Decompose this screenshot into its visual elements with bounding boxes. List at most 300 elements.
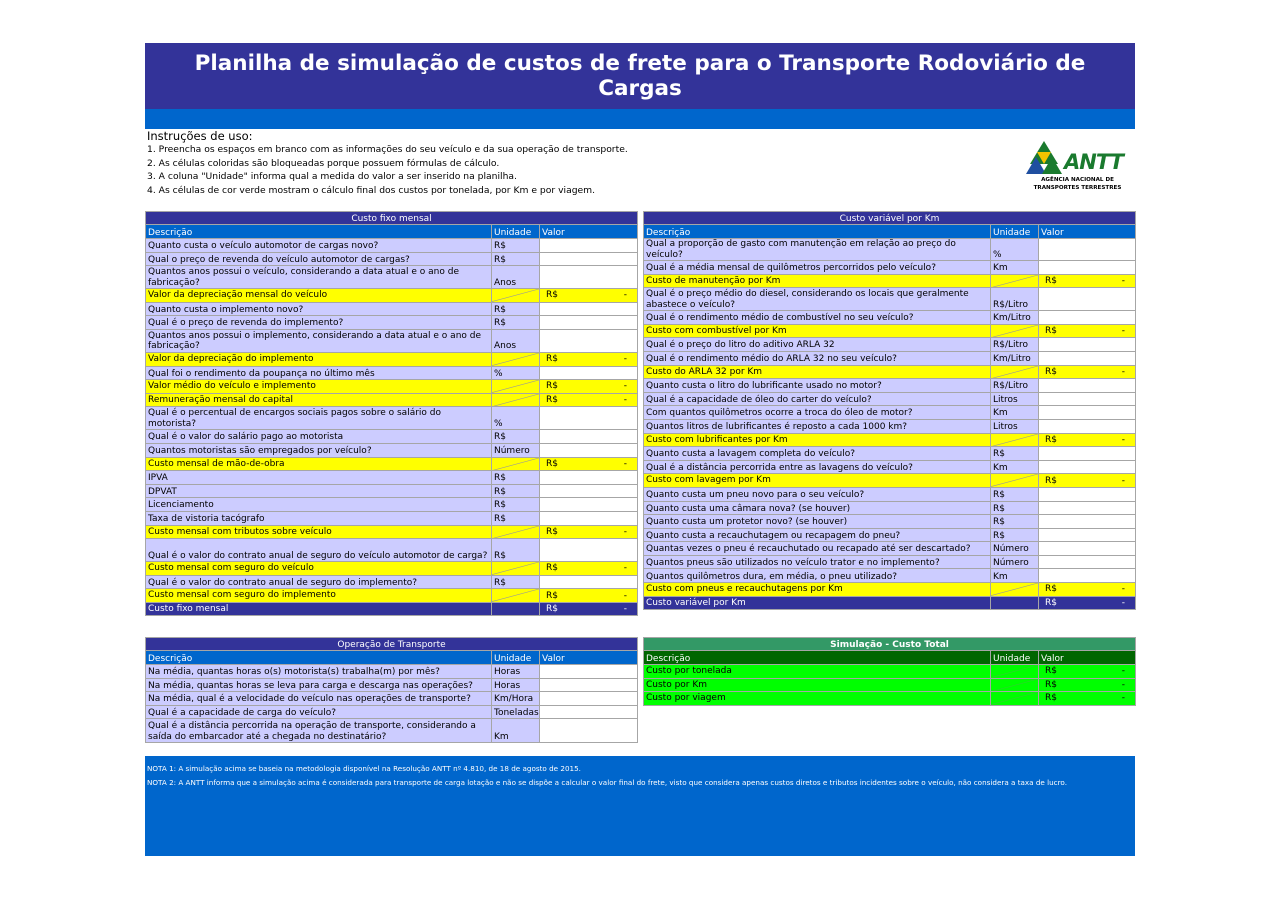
table-row — [644, 678, 1136, 692]
locked-unit-cell — [991, 324, 1039, 338]
empty-value: - — [623, 603, 628, 614]
title-banner — [145, 43, 1135, 109]
row-description: Quanto custa o litro do lubrificante usado no motor? — [644, 379, 991, 393]
row-unit: R$ — [492, 252, 540, 266]
value-input-cell[interactable] — [540, 239, 638, 253]
empty-value: - — [1121, 584, 1125, 595]
currency-symbol: R$ — [546, 290, 558, 301]
table-row — [644, 474, 1136, 488]
row-description: Valor da depreciação mensal do veículo — [146, 289, 492, 303]
row-description: Quanto custa o implemento novo? — [146, 302, 492, 316]
value-input-cell[interactable] — [1039, 447, 1136, 461]
row-description: Custo fixo mensal — [146, 602, 492, 616]
value-input-cell[interactable] — [540, 705, 638, 719]
table-row — [644, 338, 1136, 352]
row-description: Custo com lubrificantes por Km — [644, 433, 991, 447]
row-description: Quanto custa a lavagem completa do veículo? — [644, 447, 991, 461]
table-row — [146, 575, 638, 589]
logo-brand: ANTT — [1064, 150, 1123, 174]
row-description: Custo variável por Km — [644, 596, 991, 610]
table-row — [146, 539, 638, 562]
logo-line-2: TRANSPORTES TERRESTRES — [1033, 185, 1122, 191]
instruction-item: 1. Preencha os espaços em branco com as informações do seu veículo e da sua operação de transporte. — [147, 144, 628, 155]
table-row — [146, 589, 638, 603]
row-unit: % — [492, 366, 540, 380]
logo-line-1: AGÊNCIA NACIONAL DE — [1041, 177, 1114, 183]
table-row — [644, 392, 1136, 406]
col-value: Valor — [540, 225, 638, 239]
value-input-cell[interactable] — [540, 678, 638, 692]
locked-unit-cell — [492, 589, 540, 603]
table-row — [644, 515, 1136, 529]
table-row — [146, 484, 638, 498]
calculated-value-cell — [1039, 365, 1136, 379]
row-description: Qual é a distância percorrida na operação de transporte, considerando a saída do embarcador até a chegada no destinatário? — [146, 719, 492, 743]
instructions — [147, 129, 628, 197]
value-input-cell[interactable] — [1039, 338, 1136, 352]
calculated-value-cell — [540, 393, 638, 407]
table-row — [644, 583, 1136, 597]
currency-symbol: R$ — [546, 590, 558, 601]
table-row — [146, 602, 638, 616]
value-input-cell[interactable] — [1039, 239, 1136, 261]
row-description: Quanto custa um pneu novo para o seu veículo? — [644, 487, 991, 501]
locked-unit-cell — [991, 365, 1039, 379]
row-unit: Km — [492, 719, 540, 743]
row-unit: Km — [991, 261, 1039, 275]
value-input-cell[interactable] — [1039, 406, 1136, 420]
locked-unit-cell — [991, 433, 1039, 447]
table-row — [146, 443, 638, 457]
page-title: Planilha de simulação de custos de frete para o Transporte Rodoviário de Cargas — [194, 51, 1086, 101]
value-input-cell[interactable] — [540, 511, 638, 525]
value-input-cell[interactable] — [540, 692, 638, 706]
value-input-cell[interactable] — [1039, 487, 1136, 501]
variable-cost-table — [643, 211, 1136, 610]
row-unit: Toneladas — [492, 705, 540, 719]
table-row — [146, 252, 638, 266]
note-1: NOTA 1: A simulação acima se baseia na metodologia disponível na Resolução ANTT nº 4.810, de 18 de agosto de 2015. — [147, 764, 581, 773]
value-input-cell[interactable] — [540, 719, 638, 743]
currency-symbol: R$ — [1045, 325, 1057, 336]
row-description: Qual é o valor do contrato anual de seguro do veículo automotor de carga? — [146, 539, 492, 562]
calculated-value-cell — [540, 457, 638, 471]
currency-symbol: R$ — [1045, 366, 1057, 377]
table-row — [644, 406, 1136, 420]
table-row — [644, 379, 1136, 393]
table-row — [644, 365, 1136, 379]
value-input-cell[interactable] — [1039, 460, 1136, 474]
value-input-cell[interactable] — [540, 443, 638, 457]
row-description: Custo por viagem — [644, 692, 991, 706]
row-unit — [492, 602, 540, 616]
row-description: Qual é o valor do salário pago ao motorista — [146, 430, 492, 444]
table-row — [146, 302, 638, 316]
value-input-cell[interactable] — [1039, 569, 1136, 583]
row-unit: Km — [991, 569, 1039, 583]
operation-table — [145, 637, 638, 743]
row-unit: Km — [991, 406, 1039, 420]
col-unit: Unidade — [492, 225, 540, 239]
instruction-item: 4. As células de cor verde mostram o cálculo final dos custos por tonelada, por Km e por viagem. — [147, 184, 596, 196]
table-row — [146, 692, 638, 706]
table-row — [146, 705, 638, 719]
row-description: Qual foi o rendimento da poupança no último mês — [146, 366, 492, 380]
value-input-cell[interactable] — [540, 366, 638, 380]
calculated-value-cell — [1039, 433, 1136, 447]
row-description: Qual o preço de revenda do veículo automotor de cargas? — [146, 252, 492, 266]
locked-unit-cell — [492, 352, 540, 366]
notes-panel — [145, 756, 1135, 856]
table-row — [644, 324, 1136, 338]
calculated-value-cell — [540, 289, 638, 303]
row-description: Qual é o rendimento médio de combustível no seu veículo? — [644, 311, 991, 325]
value-input-cell[interactable] — [1039, 392, 1136, 406]
row-description: Quantas vezes o pneu é recauchutado ou recapado até ser descartado? — [644, 542, 991, 556]
table-row — [146, 678, 638, 692]
table-row — [146, 289, 638, 303]
fixed-cost-title: Custo fixo mensal — [146, 212, 638, 225]
row-description: Custo por tonelada — [644, 665, 991, 679]
simulation-title: Simulação - Custo Total — [644, 638, 1136, 651]
table-row — [644, 665, 1136, 679]
value-input-cell[interactable] — [540, 484, 638, 498]
value-input-cell[interactable] — [1039, 528, 1136, 542]
calculated-value-cell — [540, 352, 638, 366]
row-description: Remuneração mensal do capital — [146, 393, 492, 407]
locked-unit-cell — [492, 289, 540, 303]
table-row — [146, 719, 638, 743]
row-unit: % — [492, 407, 540, 430]
instruction-item: 3. A coluna "Unidade" informa qual a medida do valor a ser inserido na planilha. — [147, 171, 517, 183]
value-input-cell[interactable] — [540, 498, 638, 512]
locked-unit-cell — [991, 665, 1039, 679]
value-input-cell[interactable] — [1039, 379, 1136, 393]
table-row — [644, 274, 1136, 288]
row-unit: R$ — [492, 484, 540, 498]
value-input-cell[interactable] — [1039, 311, 1136, 325]
empty-value: - — [1121, 475, 1125, 486]
empty-value: - — [1121, 366, 1125, 377]
row-unit: R$ — [492, 430, 540, 444]
currency-symbol: R$ — [1045, 597, 1057, 608]
value-input-cell[interactable] — [540, 665, 638, 679]
locked-unit-cell — [492, 380, 540, 394]
col-description: Descrição — [644, 225, 991, 239]
empty-value: - — [1121, 679, 1126, 690]
empty-value: - — [1121, 434, 1125, 445]
row-unit: R$/Litro — [991, 379, 1039, 393]
calculated-value-cell — [1039, 665, 1136, 679]
table-row — [644, 239, 1136, 261]
calculated-value-cell — [540, 525, 638, 539]
empty-value: - — [623, 563, 628, 574]
table-row — [146, 393, 638, 407]
value-input-cell[interactable] — [540, 316, 638, 330]
table-row — [146, 316, 638, 330]
currency-symbol: R$ — [1045, 693, 1057, 704]
empty-value: - — [1121, 275, 1125, 286]
calculated-value-cell — [540, 602, 638, 616]
locked-unit-cell — [492, 525, 540, 539]
empty-value: - — [623, 394, 628, 405]
row-description: Custo do ARLA 32 por Km — [644, 365, 991, 379]
row-unit: R$/Litro — [991, 288, 1039, 311]
row-description: Valor médio do veículo e implemento — [146, 380, 492, 394]
empty-value: - — [1121, 693, 1126, 704]
value-input-cell[interactable] — [540, 302, 638, 316]
row-unit: R$ — [991, 487, 1039, 501]
table-row — [644, 311, 1136, 325]
row-unit: R$ — [991, 528, 1039, 542]
col-unit: Unidade — [991, 651, 1039, 665]
currency-symbol: R$ — [1045, 434, 1057, 445]
calculated-value-cell — [540, 589, 638, 603]
row-description: Quanto custa a recauchutagem ou recapagem do pneu? — [644, 528, 991, 542]
row-unit: % — [991, 239, 1039, 261]
currency-symbol: R$ — [546, 354, 558, 365]
row-description: Qual é o preço médio do diesel, considerando os locais que geralmente abastece o veículo? — [644, 288, 991, 311]
table-row — [644, 433, 1136, 447]
row-description: Quanto custa o veículo automotor de cargas novo? — [146, 239, 492, 253]
table-row — [146, 366, 638, 380]
row-description: Custo mensal com seguro do implemento — [146, 589, 492, 603]
row-unit: R$ — [492, 539, 540, 562]
currency-symbol: R$ — [1045, 275, 1057, 286]
instructions-title: Instruções de uso: — [147, 129, 253, 143]
row-description: Qual é a distância percorrida entre as lavagens do veículo? — [644, 460, 991, 474]
locked-unit-cell — [991, 274, 1039, 288]
value-input-cell[interactable] — [540, 430, 638, 444]
row-unit: R$ — [991, 501, 1039, 515]
value-input-cell[interactable] — [540, 575, 638, 589]
empty-value: - — [623, 590, 628, 601]
row-description: Custo com lavagem por Km — [644, 474, 991, 488]
table-row — [146, 665, 638, 679]
row-unit: R$ — [492, 498, 540, 512]
currency-symbol: R$ — [1045, 679, 1057, 690]
title-underbar — [145, 109, 1135, 129]
value-input-cell[interactable] — [540, 252, 638, 266]
currency-symbol: R$ — [1045, 584, 1057, 595]
fixed-cost-table — [145, 211, 638, 616]
value-input-cell[interactable] — [540, 266, 638, 289]
logo-subtitle — [1020, 176, 1135, 192]
value-input-cell[interactable] — [540, 329, 638, 352]
value-input-cell[interactable] — [1039, 419, 1136, 433]
table-row — [146, 266, 638, 289]
row-unit: Número — [991, 542, 1039, 556]
row-description: Qual é a média mensal de quilômetros percorridos pelo veículo? — [644, 261, 991, 275]
currency-symbol: R$ — [1045, 666, 1057, 677]
simulation-table — [643, 637, 1136, 706]
row-unit: R$ — [492, 511, 540, 525]
locked-unit-cell — [991, 692, 1039, 706]
row-description: Custo mensal com seguro do veículo — [146, 562, 492, 576]
locked-unit-cell — [492, 457, 540, 471]
table-row — [146, 471, 638, 485]
row-unit: Horas — [492, 678, 540, 692]
table-row — [644, 692, 1136, 706]
row-description: Custo com pneus e recauchutagens por Km — [644, 583, 991, 597]
calculated-value-cell — [1039, 583, 1136, 597]
row-unit: R$ — [492, 302, 540, 316]
row-description: Valor da depreciação do implemento — [146, 352, 492, 366]
row-description: Qual é o preço de revenda do implemento? — [146, 316, 492, 330]
row-description: Quantos pneus são utilizados no veículo trator e no implemento? — [644, 555, 991, 569]
calculated-value-cell — [540, 562, 638, 576]
empty-value: - — [623, 526, 628, 537]
row-unit: Litros — [991, 419, 1039, 433]
row-description: Quanto custa um protetor novo? (se houver) — [644, 515, 991, 529]
table-row — [146, 352, 638, 366]
table-row — [146, 457, 638, 471]
row-description: Licenciamento — [146, 498, 492, 512]
table-row — [146, 498, 638, 512]
table-row — [644, 528, 1136, 542]
table-row — [146, 239, 638, 253]
table-row — [146, 329, 638, 352]
calculated-value-cell — [1039, 474, 1136, 488]
table-row — [644, 555, 1136, 569]
currency-symbol: R$ — [546, 526, 558, 537]
row-description: Quantos anos possui o veículo, considerando a data atual e o ano de fabricação? — [146, 266, 492, 289]
table-row — [644, 569, 1136, 583]
currency-symbol: R$ — [546, 381, 558, 392]
empty-value: - — [1121, 666, 1126, 677]
value-input-cell[interactable] — [1039, 261, 1136, 275]
table-row — [644, 261, 1136, 275]
table-row — [146, 525, 638, 539]
col-value: Valor — [1039, 225, 1136, 239]
calculated-value-cell — [1039, 274, 1136, 288]
row-unit: Km/Hora — [492, 692, 540, 706]
empty-value: - — [1121, 325, 1125, 336]
table-row — [644, 288, 1136, 311]
row-unit: R$ — [991, 515, 1039, 529]
row-description: Custo de manutenção por Km — [644, 274, 991, 288]
col-unit: Unidade — [492, 651, 540, 665]
row-description: Quantos anos possui o implemento, considerando a data atual e o ano de fabricação? — [146, 329, 492, 352]
col-value: Valor — [540, 651, 638, 665]
row-description: Quantos motoristas são empregados por veículo? — [146, 443, 492, 457]
empty-value: - — [623, 354, 628, 365]
currency-symbol: R$ — [546, 394, 558, 405]
row-unit: Número — [492, 443, 540, 457]
table-row — [644, 487, 1136, 501]
row-description: Custo por Km — [644, 678, 991, 692]
row-description: Qual é a capacidade de carga do veículo? — [146, 705, 492, 719]
value-input-cell[interactable] — [540, 539, 638, 562]
table-row — [146, 380, 638, 394]
row-description: Qual é o valor do contrato anual de seguro do implemento? — [146, 575, 492, 589]
row-unit: Anos — [492, 266, 540, 289]
calculated-value-cell — [1039, 324, 1136, 338]
row-unit: Km/Litro — [991, 311, 1039, 325]
row-unit: Litros — [991, 392, 1039, 406]
row-description: Quantos litros de lubrificantes é reposto a cada 1000 km? — [644, 419, 991, 433]
row-unit: R$ — [991, 447, 1039, 461]
col-description: Descrição — [146, 225, 492, 239]
antt-triangle-icon — [1022, 140, 1066, 176]
calculated-value-cell — [540, 380, 638, 394]
col-description: Descrição — [644, 651, 991, 665]
value-input-cell[interactable] — [1039, 555, 1136, 569]
row-description: Qual é o preço do litro do aditivo ARLA 32 — [644, 338, 991, 352]
row-description: Quanto custa uma câmara nova? (se houver) — [644, 501, 991, 515]
row-description: DPVAT — [146, 484, 492, 498]
currency-symbol: R$ — [546, 563, 558, 574]
row-unit: R$ — [492, 471, 540, 485]
row-description: Custo mensal de mão-de-obra — [146, 457, 492, 471]
value-input-cell[interactable] — [1039, 351, 1136, 365]
value-input-cell[interactable] — [540, 471, 638, 485]
value-input-cell[interactable] — [1039, 515, 1136, 529]
row-description: Taxa de vistoria tacógrafo — [146, 511, 492, 525]
table-row — [644, 596, 1136, 610]
empty-value: - — [623, 290, 628, 301]
locked-unit-cell — [991, 583, 1039, 597]
row-unit: R$ — [492, 239, 540, 253]
value-input-cell[interactable] — [1039, 542, 1136, 556]
table-row — [644, 542, 1136, 556]
calculated-value-cell — [1039, 596, 1136, 610]
row-description: Quantos quilômetros dura, em média, o pneu utilizado? — [644, 569, 991, 583]
row-unit: Anos — [492, 329, 540, 352]
col-value: Valor — [1039, 651, 1136, 665]
row-unit: Horas — [492, 665, 540, 679]
note-2: NOTA 2: A ANTT informa que a simulação acima é considerada para transporte de carga lotação e não se dispõe a calcular o valor final do frete, visto que considera apenas custos diretos e tributos incidentes sobre o veículo, não considera a taxa de lucro. — [147, 778, 1067, 787]
locked-unit-cell — [492, 562, 540, 576]
currency-symbol: R$ — [546, 603, 558, 614]
instruction-item: 2. As células coloridas são bloqueadas porque possuem fórmulas de cálculo. — [147, 157, 500, 169]
table-row — [644, 351, 1136, 365]
table-row — [644, 460, 1136, 474]
value-input-cell[interactable] — [1039, 288, 1136, 311]
value-input-cell[interactable] — [1039, 501, 1136, 515]
empty-value: - — [623, 381, 628, 392]
row-description: Qual é a capacidade de óleo do carter do veículo? — [644, 392, 991, 406]
row-description: Custo mensal com tributos sobre veículo — [146, 525, 492, 539]
variable-cost-title: Custo variável por Km — [644, 212, 1136, 225]
table-row — [644, 501, 1136, 515]
row-description: Na média, quantas horas se leva para carga e descarga nas operações? — [146, 678, 492, 692]
row-description: Qual é o percentual de encargos sociais pagos sobre o salário do motorista? — [146, 407, 492, 430]
locked-unit-cell — [492, 393, 540, 407]
col-description: Descrição — [146, 651, 492, 665]
table-row — [146, 430, 638, 444]
table-row — [146, 407, 638, 430]
row-description: Qual a proporção de gasto com manutenção em relação ao preço do veículo? — [644, 239, 991, 261]
row-unit: R$ — [492, 575, 540, 589]
row-description: Na média, quantas horas o(s) motorista(s) trabalha(m) por mês? — [146, 665, 492, 679]
row-unit: Número — [991, 555, 1039, 569]
row-unit — [991, 596, 1039, 610]
currency-symbol: R$ — [1045, 475, 1057, 486]
table-row — [146, 511, 638, 525]
row-description: Com quantos quilômetros ocorre a troca do óleo de motor? — [644, 406, 991, 420]
calculated-value-cell — [1039, 678, 1136, 692]
col-unit: Unidade — [991, 225, 1039, 239]
table-row — [146, 562, 638, 576]
row-description: Na média, qual é a velocidade do veículo nas operações de transporte? — [146, 692, 492, 706]
value-input-cell[interactable] — [540, 407, 638, 430]
row-description: IPVA — [146, 471, 492, 485]
calculated-value-cell — [1039, 692, 1136, 706]
row-description: Custo com combustível por Km — [644, 324, 991, 338]
operation-title: Operação de Transporte — [146, 638, 638, 651]
row-unit: Km/Litro — [991, 351, 1039, 365]
